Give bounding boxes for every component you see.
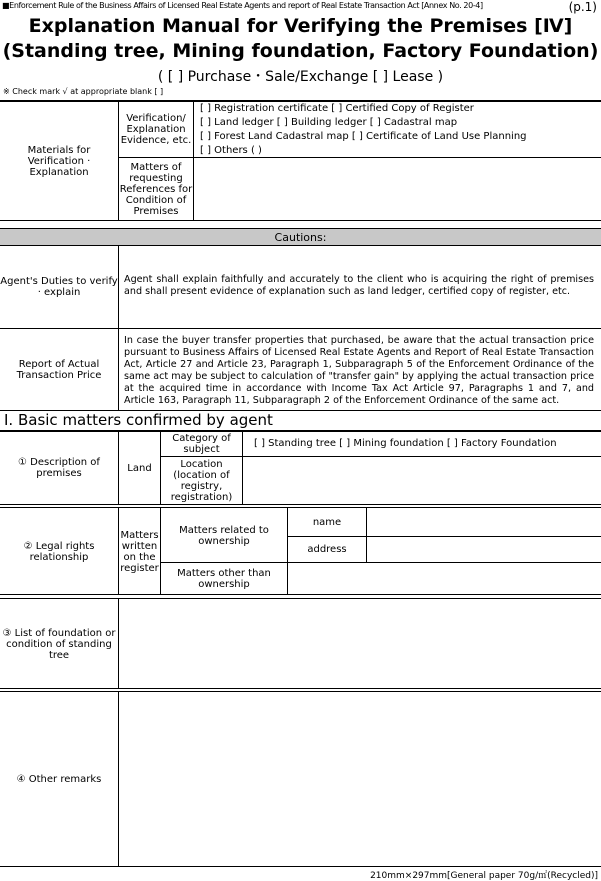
divider xyxy=(193,101,194,220)
requesting-label: Matters of requesting References for Condition of Premises xyxy=(119,161,193,217)
rule-reference: ■Enforcement Rule of the Business Affairs of Licensed Real Estate Agents and report of Real Estate Transaction Act [Annex No. 20-4] xyxy=(2,1,483,10)
divider xyxy=(0,691,601,692)
foundation-list-label: ③ List of foundation or condition of standing tree xyxy=(2,627,116,661)
materials-label: Materials for Verification · Explanation xyxy=(27,144,91,178)
divider xyxy=(366,508,367,562)
register-matters-label: Matters written on the register xyxy=(120,529,159,574)
name-label: name xyxy=(312,517,342,528)
document-subtitle: (Standing tree, Mining foundation, Factory Foundation) xyxy=(2,40,599,62)
divider xyxy=(242,431,243,504)
description-label: ① Description of premises xyxy=(18,457,100,479)
evidence-option-line[interactable]: [ ] Registration certificate [ ] Certified Copy of Register xyxy=(200,103,474,114)
other-than-ownership-label: Matters other than ownership xyxy=(177,567,271,590)
legal-rights-label: ② Legal rights relationship xyxy=(23,540,95,563)
check-mark-note: ※ Check mark √ at appropriate blank [ ] xyxy=(3,87,164,96)
ownership-label: Matters related to ownership xyxy=(179,524,269,547)
divider xyxy=(0,866,601,867)
section-title: Ⅰ. Basic matters confirmed by agent xyxy=(4,411,273,429)
address-label: address xyxy=(307,544,347,555)
divider xyxy=(0,504,601,505)
divider xyxy=(118,599,119,688)
location-label: Location (location of registry, registration) xyxy=(170,458,233,503)
divider xyxy=(0,220,601,221)
divider xyxy=(0,507,601,508)
cautions-header: Cautions: xyxy=(0,229,601,245)
transaction-type-selector[interactable]: ( [ ] Purchase・Sale/Exchange [ ] Lease ) xyxy=(157,69,444,85)
evidence-label: Verification/ Explanation Evidence, etc. xyxy=(120,113,192,146)
divider xyxy=(0,594,601,595)
land-label: Land xyxy=(127,462,152,474)
report-text: In case the buyer transfer properties that purchased, be aware that the actual transaction price pursuant to Business Affairs of Licensed Real Estate Agents and Report of Real Estate Transaction Act, Article 27 and Article 23, Paragraph 1, Subparagraph 5 of the Enforcement Ordinance of the same act may be subject to calculation of "transfer gain" by applying the actual transaction price at the acquired time in accordance with Income Tax Act Article 97, Paragraphs 1 and 7, and Article 163, Paragraph 11, Subparagraph 2 of the Enforcement Ordinance of the same act. xyxy=(124,335,594,406)
agent-duties-label: Agent's Duties to verify · explain xyxy=(0,276,118,298)
document-title: Explanation Manual for Verifying the Premises [Ⅳ] xyxy=(28,15,573,37)
report-label: Report of Actual Transaction Price xyxy=(16,358,102,381)
category-label: Category of subject xyxy=(172,433,231,455)
evidence-option-line[interactable]: [ ] Forest Land Cadastral map [ ] Certificate of Land Use Planning xyxy=(200,131,527,142)
paper-spec-footer: 210mm×297mm[General paper 70g/㎡(Recycled)] xyxy=(370,871,598,881)
category-options[interactable]: [ ] Standing tree [ ] Mining foundation [ ] Factory Foundation xyxy=(254,438,557,449)
page-number: (p.1) xyxy=(568,0,597,14)
divider xyxy=(0,688,601,689)
divider xyxy=(0,598,601,599)
evidence-option-line[interactable]: [ ] Land ledger [ ] Building ledger [ ] Cadastral map xyxy=(200,117,458,128)
other-remarks-label: ④ Other remarks xyxy=(16,774,102,785)
evidence-option-line[interactable]: [ ] Others ( ) xyxy=(200,145,262,156)
divider xyxy=(118,692,119,866)
agent-duties-text: Agent shall explain faithfully and accurately to the client who is acquiring the right of premises and shall present evidence of explanation such as land ledger, certified copy of register, etc. xyxy=(124,274,594,297)
